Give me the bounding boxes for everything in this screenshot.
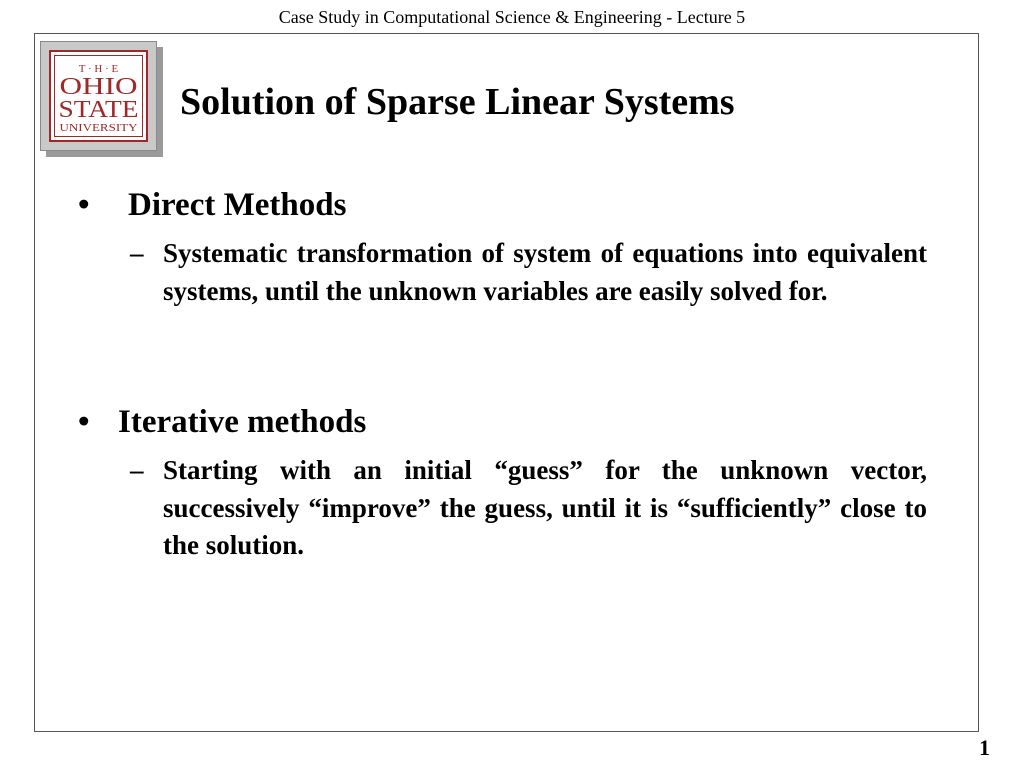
sub-bullet-marker: – <box>130 455 144 485</box>
logo-line-state: STATE <box>58 97 139 123</box>
bullet-heading: Direct Methods <box>128 187 347 223</box>
bullet-heading: Iterative methods <box>118 404 367 440</box>
logo-line-university: UNIVERSITY <box>59 123 138 134</box>
sub-bullet-text: Systematic transformation of system of equations into equivalent systems, until the unknown variables are easily solved for. <box>163 238 927 306</box>
ohio-state-logo <box>40 41 157 151</box>
logo-line-the: T · H · E <box>78 63 119 75</box>
logo-line-ohio: OHIO <box>59 74 138 100</box>
slide-frame <box>34 33 979 732</box>
sub-bullet-marker: – <box>130 238 144 268</box>
logo-wordmark <box>49 50 148 142</box>
sub-bullet-text: Starting with an initial “guess” for the unknown vector, successively “improve” the guess, until it is “sufficiently” close to the solution. <box>163 455 927 560</box>
bullet-marker: • <box>78 404 90 440</box>
slide-title: Solution of Sparse Linear Systems <box>180 81 735 123</box>
page-number: 1 <box>979 735 990 760</box>
course-header: Case Study in Computational Science & Engineering - Lecture 5 <box>278 7 746 27</box>
bullet-marker: • <box>78 187 90 223</box>
